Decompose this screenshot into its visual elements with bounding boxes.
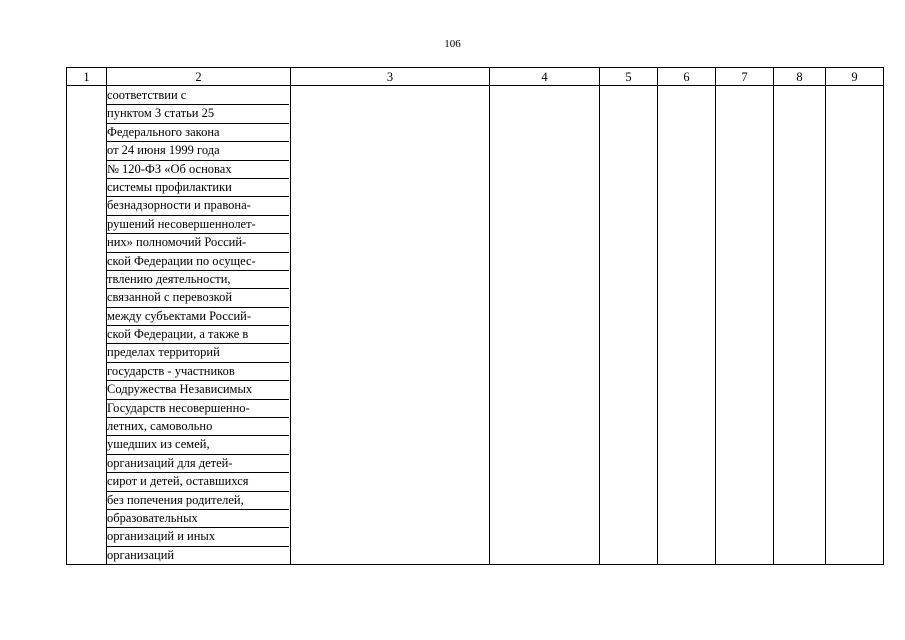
cell-col-3 bbox=[291, 86, 490, 565]
cell-col-2 bbox=[107, 86, 291, 565]
table-row bbox=[67, 86, 884, 565]
column-header-7: 7 bbox=[716, 68, 774, 86]
cell-col-6 bbox=[658, 86, 716, 565]
cell-text-line: системы профилактики bbox=[107, 179, 289, 197]
cell-text-line: пределах территорий bbox=[107, 344, 289, 362]
cell-text-line: Содружества Независимых bbox=[107, 381, 289, 399]
cell-text-line: № 120-ФЗ «Об основах bbox=[107, 161, 289, 179]
cell-text-line: от 24 июня 1999 года bbox=[107, 142, 289, 160]
table-header-row bbox=[67, 68, 884, 86]
cell-text-line: ской Федерации по осущес- bbox=[107, 253, 289, 271]
column-header-4: 4 bbox=[490, 68, 600, 86]
cell-text-line: образовательных bbox=[107, 510, 289, 528]
column-header-6: 6 bbox=[658, 68, 716, 86]
cell-text-line: сирот и детей, оставшихся bbox=[107, 473, 289, 491]
cell-text-line: пунктом 3 статьи 25 bbox=[107, 105, 289, 123]
cell-text-line: без попечения родителей, bbox=[107, 492, 289, 510]
cell-text-line: соответствии с bbox=[107, 87, 289, 105]
cell-col-8 bbox=[774, 86, 826, 565]
cell-text-line: организаций и иных bbox=[107, 528, 289, 546]
cell-col-1 bbox=[67, 86, 107, 565]
cell-text-line: твлению деятельности, bbox=[107, 271, 289, 289]
column-header-9: 9 bbox=[826, 68, 884, 86]
cell-col-5 bbox=[600, 86, 658, 565]
column-header-3: 3 bbox=[291, 68, 490, 86]
cell-text-line: ской Федерации, а также в bbox=[107, 326, 289, 344]
cell-col-9 bbox=[826, 86, 884, 565]
column-header-5: 5 bbox=[600, 68, 658, 86]
column-header-2: 2 bbox=[107, 68, 291, 86]
cell-text-line: Государств несовершенно- bbox=[107, 400, 289, 418]
cell-col-4 bbox=[490, 86, 600, 565]
cell-text-line: них» полномочий Россий- bbox=[107, 234, 289, 252]
cell-col-2-text bbox=[107, 86, 290, 564]
cell-text-line: ушедших из семей, bbox=[107, 436, 289, 454]
cell-col-7 bbox=[716, 86, 774, 565]
cell-text-line: летних, самовольно bbox=[107, 418, 289, 436]
cell-text-line: государств - участников bbox=[107, 363, 289, 381]
column-header-1: 1 bbox=[67, 68, 107, 86]
cell-text-line: Федерального закона bbox=[107, 124, 289, 142]
cell-text-line: рушений несовершеннолет- bbox=[107, 216, 289, 234]
cell-text-line: безнадзорности и правона- bbox=[107, 197, 289, 215]
cell-text-line: организаций для детей- bbox=[107, 455, 289, 473]
column-header-8: 8 bbox=[774, 68, 826, 86]
cell-text-line: связанной с перевозкой bbox=[107, 289, 289, 307]
cell-text-line: между субъектами Россий- bbox=[107, 308, 289, 326]
page-number: 106 bbox=[444, 38, 461, 50]
cell-text-line: организаций bbox=[107, 547, 175, 562]
document-table bbox=[66, 67, 884, 565]
